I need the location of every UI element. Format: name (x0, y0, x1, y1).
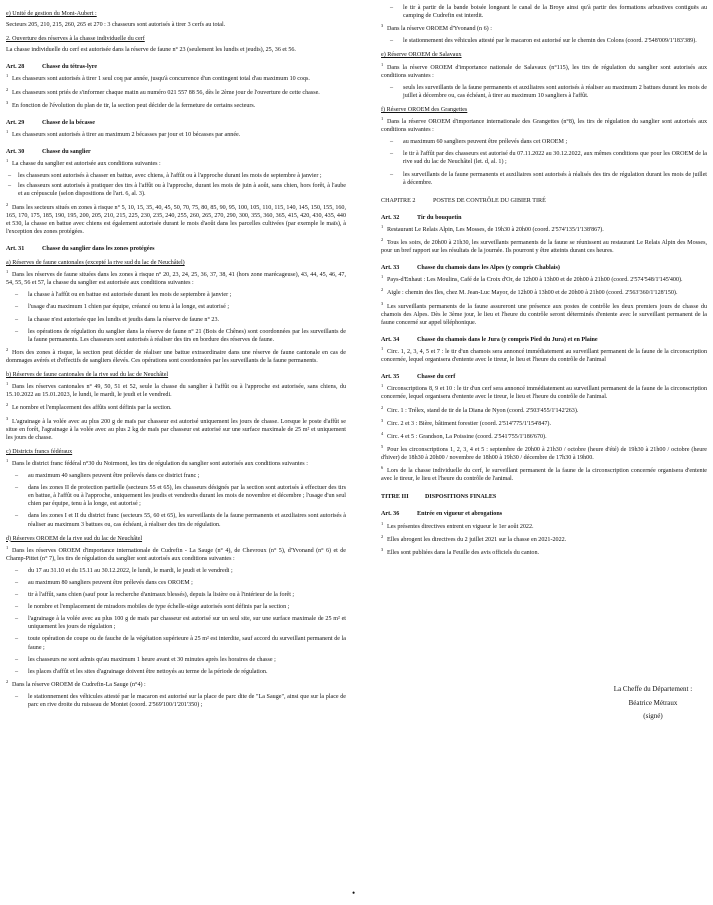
paragraph (381, 419, 707, 428)
section-heading: d) Réserves OROEM de la rive sud du lac de Neuchâtel (6, 535, 143, 542)
footnote-number: 1 (6, 269, 9, 275)
footnote-number: 2 (381, 533, 384, 539)
article-heading (6, 245, 346, 253)
bullet-list (6, 472, 346, 529)
paragraph-text: Dans les réserves cantonales n° 49, 50, 51 et 52, seule la chasse du sanglier à l'affût ou à l'approche est autorisée, sans chiens, du 15.10.2022 au 15.01.2023, le lundi, le mardi, le jeudi et le vendredi. (6, 384, 346, 399)
paragraph-text: Les surveillants permanents de la faune assureront une présence aux postes de contrôle les deux premiers jours de chasse du chamois des Alpes. Dès le 3ème jour, le lieu et l'heure du contrôle seront déterminés d'entente avec le surveillant permanent de la faune concerné sur appel téléphonique. (381, 303, 707, 326)
paragraph (6, 88, 346, 97)
footnote-number: 3 (381, 300, 384, 306)
footnote-number: 1 (381, 383, 384, 389)
paragraph-text: Circ. 4 et 5 : Grandson, La Poissine (coord. 2'541'755/1'186'670). (387, 433, 547, 440)
list-item: – les surveillants de la faune permanents et auxiliaires sont autorisés à réalisés des tirs de régulation durant les mois de juillet à décembre. (381, 171, 707, 187)
paragraph (6, 203, 346, 236)
footnote-number: 1 (6, 128, 9, 134)
paragraph-text: Hors des zones à risque, la section peut décider de réaliser une battue extraordinaire dans une réserve de faune cantonale en cas de dommages avérés et d'effectifs de sangliers élevés. Ces opérations sont coordonnées par les surveillants de la faune permanents. (6, 349, 346, 364)
section-heading: a) Réserves de faune cantonales (excepté la rive sud du lac de Neuchâtel) (6, 260, 185, 267)
paragraph (6, 21, 346, 29)
footnote-number: 1 (381, 274, 384, 280)
paragraph-text: Elles abrogent les directives du 2 juillet 2021 sur la chasse en 2021-2022. (387, 536, 567, 543)
bullet-list (6, 567, 346, 676)
list-item: – seuls les surveillants de la faune permanents et auxiliaires sont autorisés à réaliser au maximum 2 battues durant les mois de juillet à décembre ou, cas échéant, à tirer au maximum 10 sangliers à l'affût. (381, 84, 707, 100)
section-heading: 2. Ouverture des réserves à la chasse individuelle du cerf (6, 36, 145, 43)
paragraph-text: En fonction de l'évolution du plan de tir, la section peut décider de la fermeture de certains secteurs. (12, 102, 256, 109)
bullet-list (381, 37, 707, 45)
paragraph (6, 101, 346, 110)
paragraph-text: Secteurs 205, 210, 215, 260, 265 et 270 : 3 chasseurs sont autorisés à tirer 3 cerfs au total. (6, 22, 226, 29)
paragraph (6, 159, 346, 168)
paragraph (381, 275, 707, 284)
article-heading-title: Chasse de la bécasse (42, 119, 95, 126)
footnote-number: 2 (6, 86, 9, 92)
signature-block (594, 683, 712, 724)
paragraph-text: Les chasseurs sont autorisés à tirer 1 seul coq par année, jusqu'à concurrence d'un contingent total d'au maximum 10 coqs. (12, 76, 310, 83)
footnote-number: 1 (381, 116, 384, 121)
list-item: – les chasseurs sont autorisés à chasser en battue, avec chiens, à l'affût ou à l'approche durant les mois de septembre à janvier ; (6, 172, 346, 180)
paragraph-text: Les chasseurs sont autorisés à tirer au maximum 2 bécasses par jour et 10 bécasses par année. (12, 131, 241, 138)
paragraph (381, 238, 707, 255)
paragraph-text: Dans la réserve OROEM d'Yvonand (n 6) : (387, 26, 492, 33)
paragraph (6, 403, 346, 412)
paragraph (6, 46, 346, 54)
article-heading (381, 510, 707, 518)
footnote-number: 2 (6, 346, 9, 352)
article-heading-title: Tir du bouquetin (417, 214, 462, 221)
list-item: – les places d'affût et les sites d'agrainage doivent être nettoyés au terme de la période de régulation. (6, 668, 346, 676)
list-item: – du 17 au 31.10 et du 15.11 au 30.12.2022, le lundi, le mardi, le jeudi et le vendredi ; (6, 567, 346, 575)
article-heading-number: Art. 33 (381, 265, 400, 272)
footnote-number: 3 (6, 415, 9, 421)
list-item: – dans les zones I et II du district franc (secteurs 55, 60 et 65), les surveillants de la faune permanents et auxiliaires sont autorisés à réaliser au maximum 3 battues ou, cas échéant, à réaliser des tirs de régulation. (6, 512, 346, 528)
signature-note: (signé) (643, 712, 663, 721)
footnote-number: 1 (381, 223, 384, 229)
paragraph (381, 347, 707, 364)
paragraph-text: Les chasseurs sont priés de s'informer chaque matin au numéro 021 557 88 56, dès le 2ème jour de l'ouverture de cette chasse. (12, 89, 320, 96)
paragraph (6, 348, 346, 365)
left-column (6, 4, 346, 713)
article-heading-title: Chasse du sanglier dans les zones protégées (42, 245, 155, 252)
list-item: – au maximum 40 sangliers peuvent être prélevés dans ce district franc ; (6, 472, 346, 480)
paragraph-text: Restaurant Le Relais Alpin, Les Mosses, de 19h30 à 20h00 (coord. 2'574'135/1'138'867). (387, 226, 604, 233)
paragraph (381, 445, 707, 462)
paragraph (6, 459, 346, 468)
footnote-number: 1 (381, 61, 384, 67)
footnote-number: 2 (381, 237, 384, 242)
chapter-heading-title: POSTES DE CONTRÔLE DU GIBIER TIRÉ (433, 197, 546, 204)
paragraph-text: Dans le district franc fédéral n°30 du Noirmont, les tirs de régulation du sanglier sont autorisés aux conditions suivantes : (12, 460, 308, 467)
list-item: – tir à l'affût, sans chien (sauf pour la recherche d'animaux blessés), depuis la lisière ou à l'intérieur de la forêt ; (6, 591, 346, 599)
page-mark: • (352, 888, 356, 898)
list-item: – l'usage d'au maximum 1 chien par équipe, créancé ou tenu à la longe, est autorisé ; (6, 303, 346, 311)
paragraph-text: L'agrainage à la volée avec au plus 200 g de maïs par chasseur est autorisé uniquement les jours de chasse. Lorsque le poste d'affût se situe en forêt, l'agrainage à la volée avec au plus 2 kg de maïs par chasseur est autorisé sur une surface maximale de 25 m² et uniquement les jours de chasse. (6, 418, 346, 441)
paragraph-text: Dans la réserve OROEM d'importance internationale des Grangettes (n°8), les tirs de régulation du sanglier sont autorisés aux conditions suivantes : (381, 119, 707, 134)
article-heading-number: Art. 32 (381, 214, 400, 221)
footnote-number: 2 (6, 402, 9, 408)
paragraph-text: Dans la réserve OROEM de Cudrefin-La Sauge (n°4) : (12, 681, 146, 688)
list-item: – le stationnement des véhicules attesté par le macaron est autorisé sur le chemin des Colons (coord. 2'548'009/1'183'389). (381, 37, 707, 45)
footnote-number: 1 (381, 520, 384, 526)
article-heading-number: Art. 28 (6, 64, 25, 71)
list-item: – les chasseurs ne sont admis qu'au maximum 1 heure avant et 30 minutes après les horaires de chasse ; (6, 656, 346, 664)
section-heading: c) Districts francs fédéraux (6, 448, 73, 455)
title-heading-title: DISPOSITIONS FINALES (425, 494, 497, 501)
paragraph (381, 24, 707, 33)
paragraph-text: Tous les soirs, de 20h00 à 21h30, les surveillants permanents de la faune se réunissent au restaurant Le Relais Alpin des Mosses, pour un bref rapport sur les résultats de la journée. Ils pourront y être atteints durant ces heures. (381, 240, 707, 255)
paragraph-text: Le nombre et l'emplacement des affûts sont définis par la section. (12, 405, 172, 412)
paragraph-text: Dans la réserve OROEM d'importance nationale de Salavaux (n°115), les tirs de régulation du sanglier sont autorisés aux conditions suivantes : (381, 64, 707, 79)
paragraph (381, 535, 707, 544)
article-heading (6, 119, 346, 127)
paragraph (6, 130, 346, 139)
section-heading: f) Réserve OROEM des Grangettes (381, 106, 468, 113)
footnote-number: 3 (381, 23, 384, 29)
article-heading (381, 336, 707, 344)
footnote-number: 3 (6, 99, 9, 105)
section-heading: e) Réserve OROEM de Salavaux (381, 52, 462, 59)
paragraph (6, 417, 346, 442)
list-item: – le tir à l'affût par des chasseurs est autorisé du 07.11.2022 au 30.12.2022, aux mêmes conditions que pour les OROEM de la rive sud du lac de Neuchâtel (let. d, al. 1) ; (381, 150, 707, 166)
paragraph (381, 406, 707, 415)
paragraph (381, 548, 707, 557)
list-item: – la chasse n'est autorisée que les lundis et jeudis dans la réserve de faune n° 23. (6, 316, 346, 324)
footnote-number: 4 (381, 430, 384, 436)
paragraph (381, 288, 707, 297)
footnote-number: 5 (381, 443, 384, 449)
list-item: – dans les zones II de protection partielle (secteurs 55 et 65), les chasseurs désignés par la section sont autorisés à effectuer des tirs en battue, à l'affût ou à l'approche, uniquement les jeudis et vendredis durant les mois de novembre et décembre ; l'usage d'un seul chien par équipe, tenu à la longe, est autorisé ; (6, 484, 346, 508)
list-item: – au maximum 60 sangliers peuvent être prélevés dans cet OROEM ; (381, 138, 707, 146)
paragraph-text: Circ. 1, 2, 3, 4, 5 et 7 : le tir d'un chamois sera annoncé immédiatement au surveillant permanent de la faune de la circonscription concernée, lequel organisera d'entente avec le tireur, le lieu et l'heure du contrôle de l'animal (381, 349, 707, 364)
signature-role: La Cheffe du Département : (613, 685, 693, 693)
paragraph-text: Aigle : chemin des Iles, chez M. Jean-Luc Mayor, de 12h00 à 13h00 et de 20h00 à 21h00 (coord. 2'563'360/1'128'150). (387, 290, 678, 297)
paragraph-text: Lors de la chasse individuelle du cerf, le surveillant permanent de la faune de la circonscription concernée organisera d'entente avec le tireur, le lieu et l'heure du contrôle de l'animal. (381, 468, 707, 483)
list-item: – les chasseurs sont autorisés à pratiquer des tirs à l'affût ou à l'approche, durant les mois de juin à août, sans chien, hors forêt, à l'aube et au crépuscule (selon dispositions de l'art. 6, al. 3). (6, 182, 346, 198)
signature-name: Béatrice Métraux (628, 698, 678, 707)
paragraph (6, 546, 346, 563)
footnote-number: 2 (381, 404, 384, 410)
list-item: – le tir à partir de la bande boisée longeant le canal de la Broye ainsi qu'à partir des formations arbustives contiguës au camping de Cudrefin est interdit. (381, 4, 707, 20)
list-item: – le nombre et l'emplacement de miradors mobiles de type échelle-siège autorisés sont définis par la section ; (6, 603, 346, 611)
list-item: – toute opération de coupe ou de fauche de la végétation supérieure à 25 m² est interdite, sauf accord du surveillant permanent de la faune ; (6, 635, 346, 651)
article-heading-number: Art. 34 (381, 336, 400, 343)
footnote-number: 1 (6, 457, 9, 463)
list-item: – les opérations de régulation du sanglier dans la réserve de faune n° 21 (Bois de Chênes) sont coordonnées par les surveillants de la faune permanents. Les chasseurs sont autorisés à réaliser des tirs en bordure des réserves de faune. (6, 328, 346, 344)
paragraph-text: La chasse du sanglier est autorisée aux conditions suivantes : (12, 161, 161, 168)
paragraph-text: Circonscriptions 8, 9 et 10 : le tir d'un cerf sera annoncé immédiatement au surveillant permanent de la faune de la circonscription concernée, lequel organisera d'entente avec le tireur, le lieu et l'heure du contrôle de l'animal. (381, 386, 707, 401)
paragraph (381, 225, 707, 234)
bullet-list (6, 693, 346, 709)
paragraph (381, 302, 707, 327)
article-heading (381, 264, 707, 272)
article-heading (6, 63, 346, 71)
footnote-number: 2 (6, 201, 9, 207)
paragraph (6, 74, 346, 83)
article-heading-number: Art. 30 (6, 149, 25, 156)
article-heading (381, 214, 707, 222)
paragraph (6, 382, 346, 399)
article-heading-number: Art. 36 (381, 511, 400, 518)
paragraph-text: Pays-d'Enhaut : Les Moulins, Café de la Croix d'Or, de 12h00 à 13h00 et de 20h00 à 21h00 (coord. 2'574'548/1'145'400). (387, 277, 683, 284)
footnote-number: 2 (381, 287, 384, 293)
paragraph-text: Dans les secteurs situés en zones à risque n° 5, 10, 15, 35, 40, 45, 50, 70, 75, 80, 85, 90, 95, 100, 105, 110, 115, 140, 145, 150, 155, 160, 165, 170, 175, 185, 190, 195, 200, 205, 210, 215, 225, 230, 235, 240, 255, 260, 265, 270, 290, 300, 355, 360, 365, 415, 420, 430, 435, 440 et 530, la chasse en battue avec chiens est également autorisée durant le mois d'août dans les parcelles cultivées (par exemple le maïs), à l'exception des zones protégées. (6, 204, 346, 235)
footnote-number: 1 (6, 73, 9, 79)
paragraph-text: Circ. 1 : Trélex, stand de tir de la Diana de Nyon (coord. 2'503'455/1'142'263). (387, 407, 579, 414)
footnote-number: 2 (6, 678, 9, 684)
bullet-list (381, 4, 707, 20)
bullet-list (381, 84, 707, 100)
article-heading-number: Art. 35 (381, 374, 400, 381)
paragraph-text: Dans les réserves OROEM d'importance internationale de Cudrefin - La Sauge (n° 4), de Chevroux (n° 5), d'Yvonand (n° 6) et de Champ-Pittet (n° 7), les tirs de régulation du sanglier sont autorisés aux conditions suivantes : (6, 547, 346, 562)
list-item: – l'agrainage à la volée avec au plus 100 g de maïs par chasseur est autorisé sur un seul site, sur une surface maximale de 25 m² et uniquement les jours de régulation ; (6, 615, 346, 631)
paragraph (6, 680, 346, 689)
footnote-number: 3 (381, 417, 384, 423)
article-heading (6, 148, 346, 156)
article-heading-title: Chasse du cerf (417, 374, 456, 381)
footnote-number: 1 (381, 345, 384, 351)
paragraph-text: Elles sont publiées dans la Feuille des avis officiels du canton. (387, 549, 540, 556)
bullet-list (6, 172, 346, 198)
article-heading-title: Chasse du tétras-lyre (42, 64, 98, 71)
article-heading-title: Chasse du chamois dans le Jura (y compris Pied du Jura) et en Plaine (417, 336, 598, 343)
paragraph-text: Les présentes directives entrent en vigueur le 1er août 2022. (387, 523, 534, 530)
paragraph (6, 270, 346, 287)
chapter-heading (381, 197, 707, 205)
footnote-number: 1 (6, 544, 9, 550)
list-item: – le stationnement des véhicules attesté par le macaron est autorisé sur la place de parc dite de "La Sauge", ainsi que sur la place de parc en rive droite du ruisseau de Montet (coord. 2'569'100/1'201'350) ; (6, 693, 346, 709)
paragraph (381, 117, 707, 134)
paragraph (381, 384, 707, 401)
paragraph (381, 63, 707, 80)
article-heading (381, 373, 707, 381)
bullet-list (381, 138, 707, 186)
title-heading-number: TITRE III (381, 494, 409, 501)
footnote-number: 3 (381, 546, 384, 552)
article-heading-number: Art. 31 (6, 245, 25, 252)
paragraph-text: Circ. 2 et 3 : Bière, bâtiment forestier (coord. 2'514'775/1'154'847). (387, 420, 551, 427)
paragraph-text: Pour les circonscriptions 1, 2, 3, 4 et 5 : septembre de 20h00 à 21h30 / octobre (heure d'été) de 19h30 à 21h00 / octobre (heure d'hiver) de 18h30 à 20h00 / novembre de 18h00 à 19h30 / décembre de 17h30 à 19h00. (381, 446, 707, 461)
footnote-number: 6 (381, 465, 384, 471)
paragraph (381, 466, 707, 483)
footnote-number: 1 (6, 158, 9, 164)
title-heading (381, 493, 707, 501)
chapter-heading-number: CHAPITRE 2 (381, 197, 416, 204)
right-column (381, 4, 707, 561)
paragraph-text: Dans les réserves de faune situées dans les zones à risque n° 20, 23, 24, 25, 36, 37, 38, 41 (hors zone marécageuse), 43, 44, 45, 46, 47, 54, 55, 56 et 57, la chasse du sanglier est autorisée aux conditions suivantes : (6, 272, 346, 287)
article-heading-number: Art. 29 (6, 119, 25, 126)
article-heading-title: Entrée en vigueur et abrogations (417, 511, 503, 518)
section-heading: b) Réserves de faune cantonales de la rive sud du lac de Neuchâtel (6, 372, 169, 379)
article-heading-title: Chasse du chamois dans les Alpes (y compris Chablais) (417, 265, 560, 272)
list-item: – la chasse à l'affût ou en battue est autorisée durant les mois de septembre à janvier ; (6, 291, 346, 299)
paragraph (381, 522, 707, 531)
bullet-list (6, 291, 346, 343)
article-heading-title: Chasse du sanglier (42, 149, 91, 156)
footnote-number: 1 (6, 381, 9, 387)
list-item: – au maximum 80 sangliers peuvent être prélevés dans ces OROEM ; (6, 579, 346, 587)
section-heading: e) Unité de gestion du Mont-Aubert : (6, 11, 97, 17)
paragraph-text: La chasse individuelle du cerf est autorisée dans la réserve de faune n° 23 (seulement les lundis et jeudis), 25, 36 et 56. (6, 47, 296, 54)
paragraph (381, 432, 707, 441)
